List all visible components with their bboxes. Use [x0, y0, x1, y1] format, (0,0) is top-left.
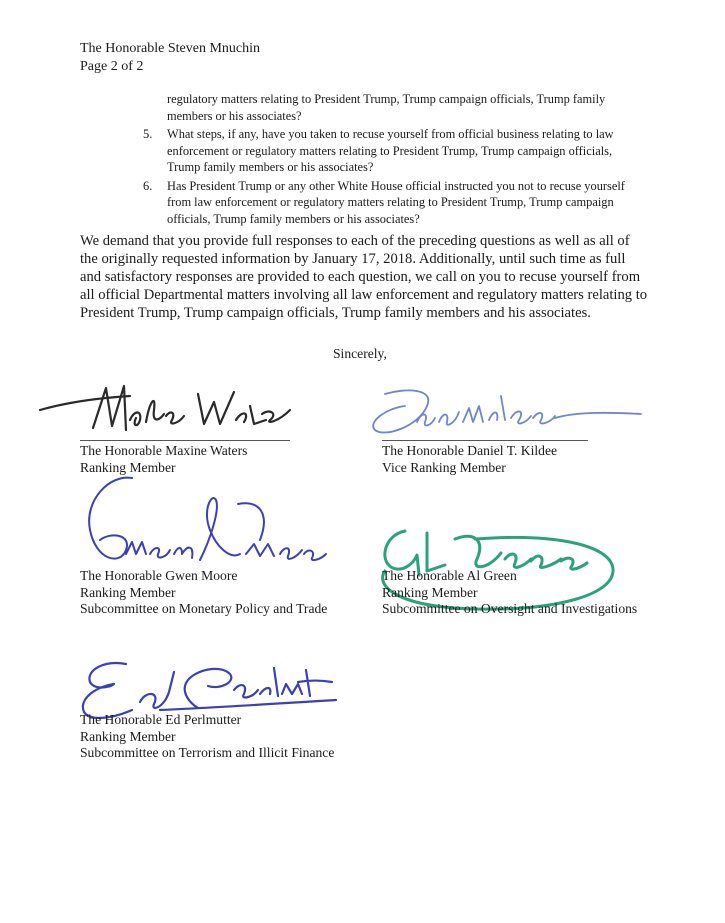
question-continuation	[140, 91, 640, 124]
signature-line	[382, 440, 588, 441]
recipient-line: The Honorable Steven Mnuchin	[80, 41, 261, 56]
signatory-name: The Honorable Gwen Moore	[80, 568, 238, 583]
question-number: 6.	[143, 178, 153, 193]
signature-gwen-moore	[70, 470, 330, 580]
page-number: Page 2 of 2	[80, 59, 144, 74]
demand-paragraph: We demand that you provide full responses to each of the preceding questions as well as all of the originally requested information by January 17, 2018. Additionally, until such time as full and satisfactory responses are provided to each question, we call on you to recuse yourself from all official Departmental matters involving all law enforcement and regulatory matters relating to President Trump, Trump campaign officials, Trump family members and his associates.	[80, 233, 648, 321]
signatory-title: Ranking Member	[80, 459, 176, 475]
signatory-block-perlmutter	[80, 712, 350, 762]
question-number: 5.	[143, 127, 153, 141]
question-item-6	[140, 178, 640, 228]
signature-daniel-kildee	[365, 382, 645, 444]
closing: Sincerely,	[333, 346, 387, 361]
signature-line	[80, 440, 290, 441]
question-text: Has President Trump or any other White House official instructed you not to recuse yourself from law enforcement or regulatory matters relating to President Trump, Trump campaign officials, Trump family members or his associates?	[167, 178, 625, 226]
signatory-title: Ranking Member	[382, 584, 478, 600]
signatory-name: The Honorable Al Green	[382, 568, 517, 583]
question-continuation-text: regulatory matters relating to President Trump, Trump campaign officials, Trump family members or his associates?	[167, 92, 606, 123]
question-item-5	[140, 126, 640, 176]
signatory-name: The Honorable Ed Perlmutter	[80, 712, 242, 727]
question-text: What steps, if any, have you taken to recuse yourself from official business relating to law enforcement or regulatory matters relating to President Trump, Trump campaign officials, Trump family members or his associates?	[167, 127, 614, 174]
signatory-committee: Subcommittee on Terrorism and Illicit Finance	[80, 745, 335, 760]
letter-header	[80, 40, 260, 76]
signatory-block-kildee	[382, 440, 588, 476]
signatory-committee: Subcommittee on Monetary Policy and Trade	[80, 601, 328, 616]
signatory-committee: Subcommittee on Oversight and Investigations	[382, 601, 638, 616]
question-list	[140, 91, 640, 227]
signatory-name: The Honorable Daniel T. Kildee	[382, 443, 558, 458]
signature-maxine-waters	[38, 380, 298, 440]
signatory-block-green	[382, 568, 662, 618]
signatory-name: The Honorable Maxine Waters	[80, 443, 248, 458]
signatory-title: Vice Ranking Member	[382, 459, 506, 475]
signatory-title: Ranking Member	[80, 584, 176, 600]
signatory-block-moore	[80, 568, 350, 618]
signatory-title: Ranking Member	[80, 728, 176, 744]
